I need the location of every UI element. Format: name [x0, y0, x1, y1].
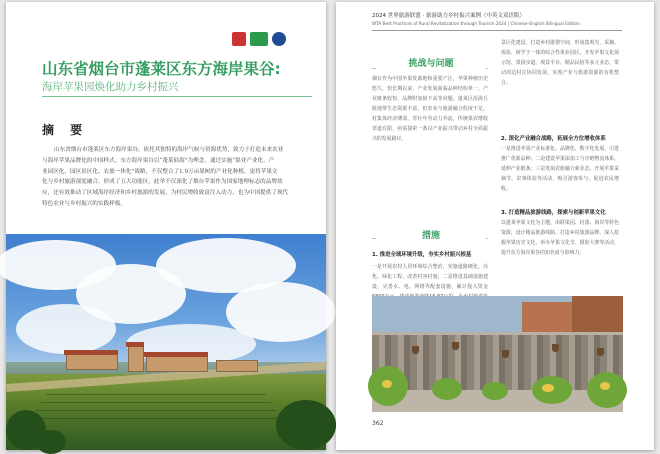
measure-1-text: 一是开展农村人居环境综合整治，实施道路硬化、亮化、绿化工程，改善村容村貌；二是推进基础设施建设，完善水、电、网络等配套设施，累计投入资金: [372, 264, 488, 290]
abstract-body: [42, 145, 304, 210]
right-page: [336, 2, 654, 450]
title-divider: [42, 96, 312, 97]
logo-group: [232, 32, 286, 46]
abstract-line: 业园区化、园区景区化、农旅一体化”战略，不仅整合了1.9万亩果树的产业化种植，更将苹果文: [42, 168, 278, 175]
subheading-2: 2. 深化产业融合战略，拓展全方位增收体系: [501, 136, 606, 142]
header-divider: [372, 30, 622, 31]
abstract-line: 特色农业与乡村振兴的实践样板。: [42, 200, 126, 207]
challenges-text: 烟台作为中国苹果发源地和重要产区，苹果种植历史悠久，但长期以来，产业发展面临品种结构单一、产业链条较短、品牌附加值不高等问题。蓬莱区沿海丘陵地带生态资源丰富，但农业与旅游融合程度不足，村集体经济薄弱，青壮年劳动力外流，传统果农增收渠道有限，亟需探索一条以产业振兴带动乡村全面振兴的发展路径。: [372, 76, 488, 142]
left-page: [6, 2, 326, 450]
header-cn: 2024 世界旅游联盟 · 旅游助力乡村振兴案例（中英文双语版）: [372, 13, 525, 19]
measure-2-text: 一是推进苹果产业标准化、品牌化、数字化发展，引进推广优新品种；二是建设苹果深加工与冷链物流体系，延伸产业链条；三是发展农旅融合新业态，开展苹果采摘节、农事体验等活动，吸引游客参与，促进农民增收。: [501, 146, 619, 192]
vineyard-photo: [6, 234, 326, 450]
header-en: WTA Best Practices of Rural Revitalization through Tourism 2024 | Chinese–English Bilingual Edition: [372, 21, 580, 26]
subheading-3: 3. 打造精品旅游线路，探索与创新苹果文化: [501, 210, 606, 216]
page-number: 362: [372, 420, 384, 427]
logo-globe-icon: [272, 32, 286, 46]
measure-3-text: 以蓬莱苹果文化为主题，串联果园、村落、海岸等特色资源，设计精品旅游线路，打造乡村旅游品牌。深入挖掘苹果历史文化，举办苹果文化节、摄影大赛等活动，提升东方海岸果谷的知名度与影响力。: [501, 220, 619, 256]
stone-wall-photo: [372, 296, 623, 412]
abstract-line: 与海岸苹果品牌化的中国样式。东方海岸果谷以“蓬莱仙海”为理念，通过实施“果业产业化、产: [42, 157, 275, 164]
column-b-top-text: 景区化建设，打造乡村游憩空间，形成集观光、采摘、体验、研学于一体的综合性果业园区。开发苹果文化展示馆、果园步道、观景平台、精品民宿等多元业态，带动周边村庄协同发展，实现产业与旅游资源的有机整合。: [501, 40, 619, 86]
page-title: 山东省烟台市蓬莱区东方海岸果谷:: [42, 60, 281, 78]
section-title-challenges: 挑战与问题: [376, 56, 486, 69]
abstract-line: 山东省烟台市蓬莱区东方海岸果谷，依托其独特的海岸气候与资源优势，致力于打造未来农业: [54, 147, 284, 153]
abstract-line: 化与乡村旅游深度融合，形成了五大功能区，此举不仅深化了烟台苹果作为国家地理标志的品牌效: [42, 179, 283, 186]
page-subtitle: 海岸苹果园焕化助力乡村振兴: [42, 81, 179, 93]
logo-wta-icon: [250, 32, 268, 46]
subheading-1: 1. 推进全域环境升级，夯实乡村振兴根基: [372, 252, 472, 258]
abstract-line: 应，还有效推动了区域海岸经济和乡村旅游的发展，为村民增收致富注入动力，也为中国提供了现代: [42, 190, 289, 197]
section-title-measures: 措施: [376, 228, 486, 241]
logo-red-icon: [232, 32, 246, 46]
abstract-heading: 摘 要: [42, 123, 89, 137]
running-header: [372, 12, 580, 28]
